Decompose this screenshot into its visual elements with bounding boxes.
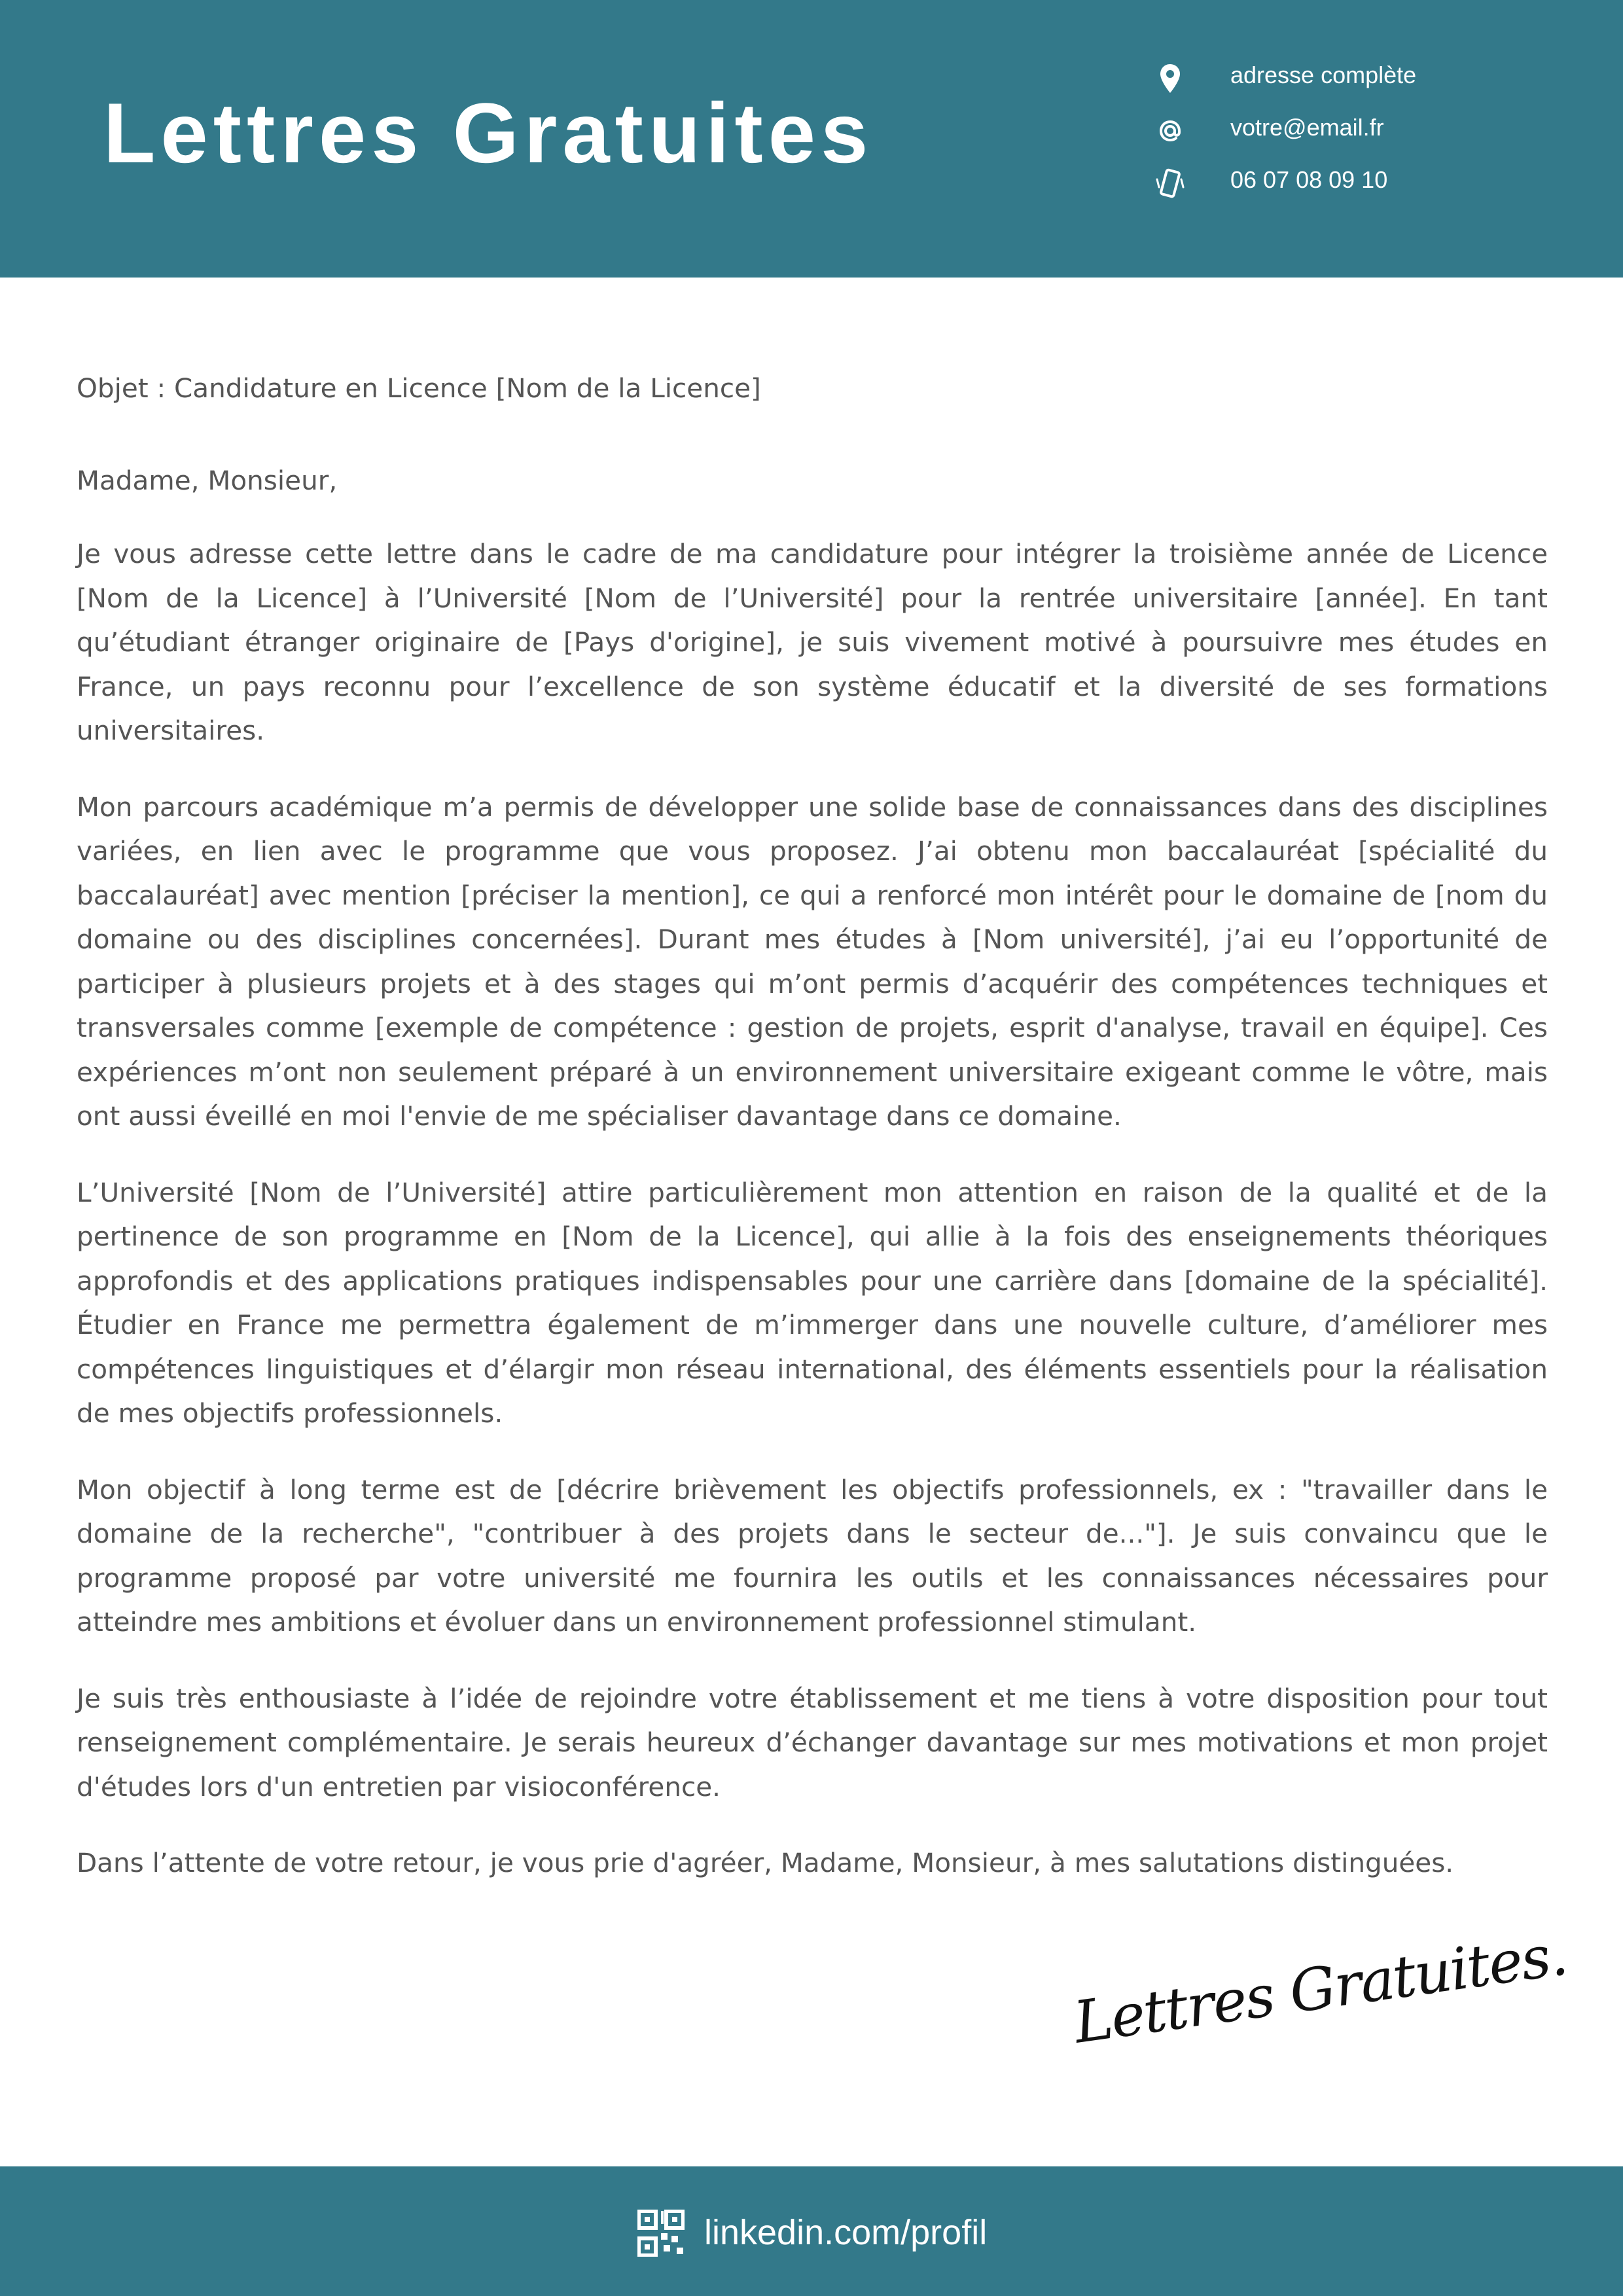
- phone-text: 06 07 08 09 10: [1230, 166, 1388, 193]
- qr-code-icon: [637, 2210, 685, 2257]
- letter-closing: Dans l’attente de votre retour, je vous prie d'agréer, Madame, Monsieur, à mes salutations distinguées.: [77, 1847, 1454, 1878]
- letter-paragraph: Je vous adresse cette lettre dans le cadre de ma candidature pour intégrer la troisième année de Licence [Nom de la Licence] à l’Université [Nom de l’Université] pour la rentrée universitaire [année]. En tant qu’étudiant étranger originaire de [Pays d'origine], je suis vivement motivé à poursuivre mes études en France, un pays reconnu pour l’excellence de son système éducatif et la diversité de ses formations universitaires.: [77, 538, 1548, 746]
- at-sign-icon: [1152, 113, 1188, 149]
- signature-text: Lettres Gratuites.: [1069, 1920, 1571, 2056]
- contact-email: [1152, 105, 1597, 157]
- letter-paragraph: L’Université [Nom de l’Université] attire particulièrement mon attention en raison de la qualité et de la pertinence de son programme en [Nom de la Licence], qui allie à la fois des enseignements théoriques approfondis et des applications pratiques indispensables pour une carrière dans [domaine de la spécialité]. Étudier en France me permettra également de m’immerger dans une nouvelle culture, d’améliorer mes compétences linguistiques et d’élargir mon réseau international, des éléments essentiels pour la réalisation de mes objectifs professionnels.: [77, 1176, 1548, 1429]
- contact-address: [1152, 52, 1597, 105]
- letter-paragraph: Je suis très enthousiaste à l’idée de rejoindre votre établissement et me tiens à votre disposition pour tout renseignement complémentaire. Je serais heureux d’échanger davantage sur mes motivations et mon projet d'études lors d'un entretien par visioconférence.: [77, 1682, 1548, 1803]
- letter-salutation: Madame, Monsieur,: [77, 464, 338, 496]
- letter-paragraph: Mon parcours académique m’a permis de développer une solide base de connaissances dans des disciplines variées, en lien avec le programme que vous proposez. J’ai obtenu mon baccalauréat [spécialité du baccalauréat] avec mention [préciser la mention], ce qui a renforcé mon intérêt pour le domaine de [nom du domaine ou des disciplines concernées]. Durant mes études à [Nom université], j’ai eu l’opportunité de participer à plusieurs projets et à des stages qui m’ont permis d’acquérir des compétences techniques et transversales comme [exemple de compétence : gestion de projets, esprit d'analyse, travail en équipe]. Ces expériences m’ont non seulement préparé à un environnement universitaire exigeant comme le vôtre, mais ont aussi éveillé en moi l'envie de me spécialiser davantage dans ce domaine.: [77, 791, 1548, 1132]
- letter-paragraph: Mon objectif à long terme est de [décrire brièvement les objectifs professionnels, ex : "travailler dans le domaine de la recherche", "contribuer à des projets dans le secteur de..."]. Je suis convaincu que le programme proposé par votre université me fournira les outils et les connaissances nécessaires pour atteindre mes ambitions et évoluer dans un environnement professionnel stimulant.: [77, 1473, 1548, 1638]
- brand-title: Lettres Gratuites: [103, 85, 874, 181]
- signature: [1069, 1920, 1571, 2108]
- letter-subject: Objet : Candidature en Licence [Nom de la Licence]: [77, 372, 761, 404]
- location-pin-icon: [1152, 60, 1188, 97]
- footer-banner: [0, 2166, 1623, 2296]
- address-text: adresse complète: [1230, 62, 1417, 88]
- email-text[interactable]: votre@email.fr: [1230, 114, 1384, 141]
- contact-phone: [1152, 157, 1597, 209]
- contact-block: [1152, 52, 1597, 209]
- phone-icon: [1152, 165, 1188, 202]
- header-banner: [0, 0, 1623, 278]
- letter-body: [77, 367, 1548, 1918]
- linkedin-link[interactable]: linkedin.com/profil: [704, 2213, 988, 2252]
